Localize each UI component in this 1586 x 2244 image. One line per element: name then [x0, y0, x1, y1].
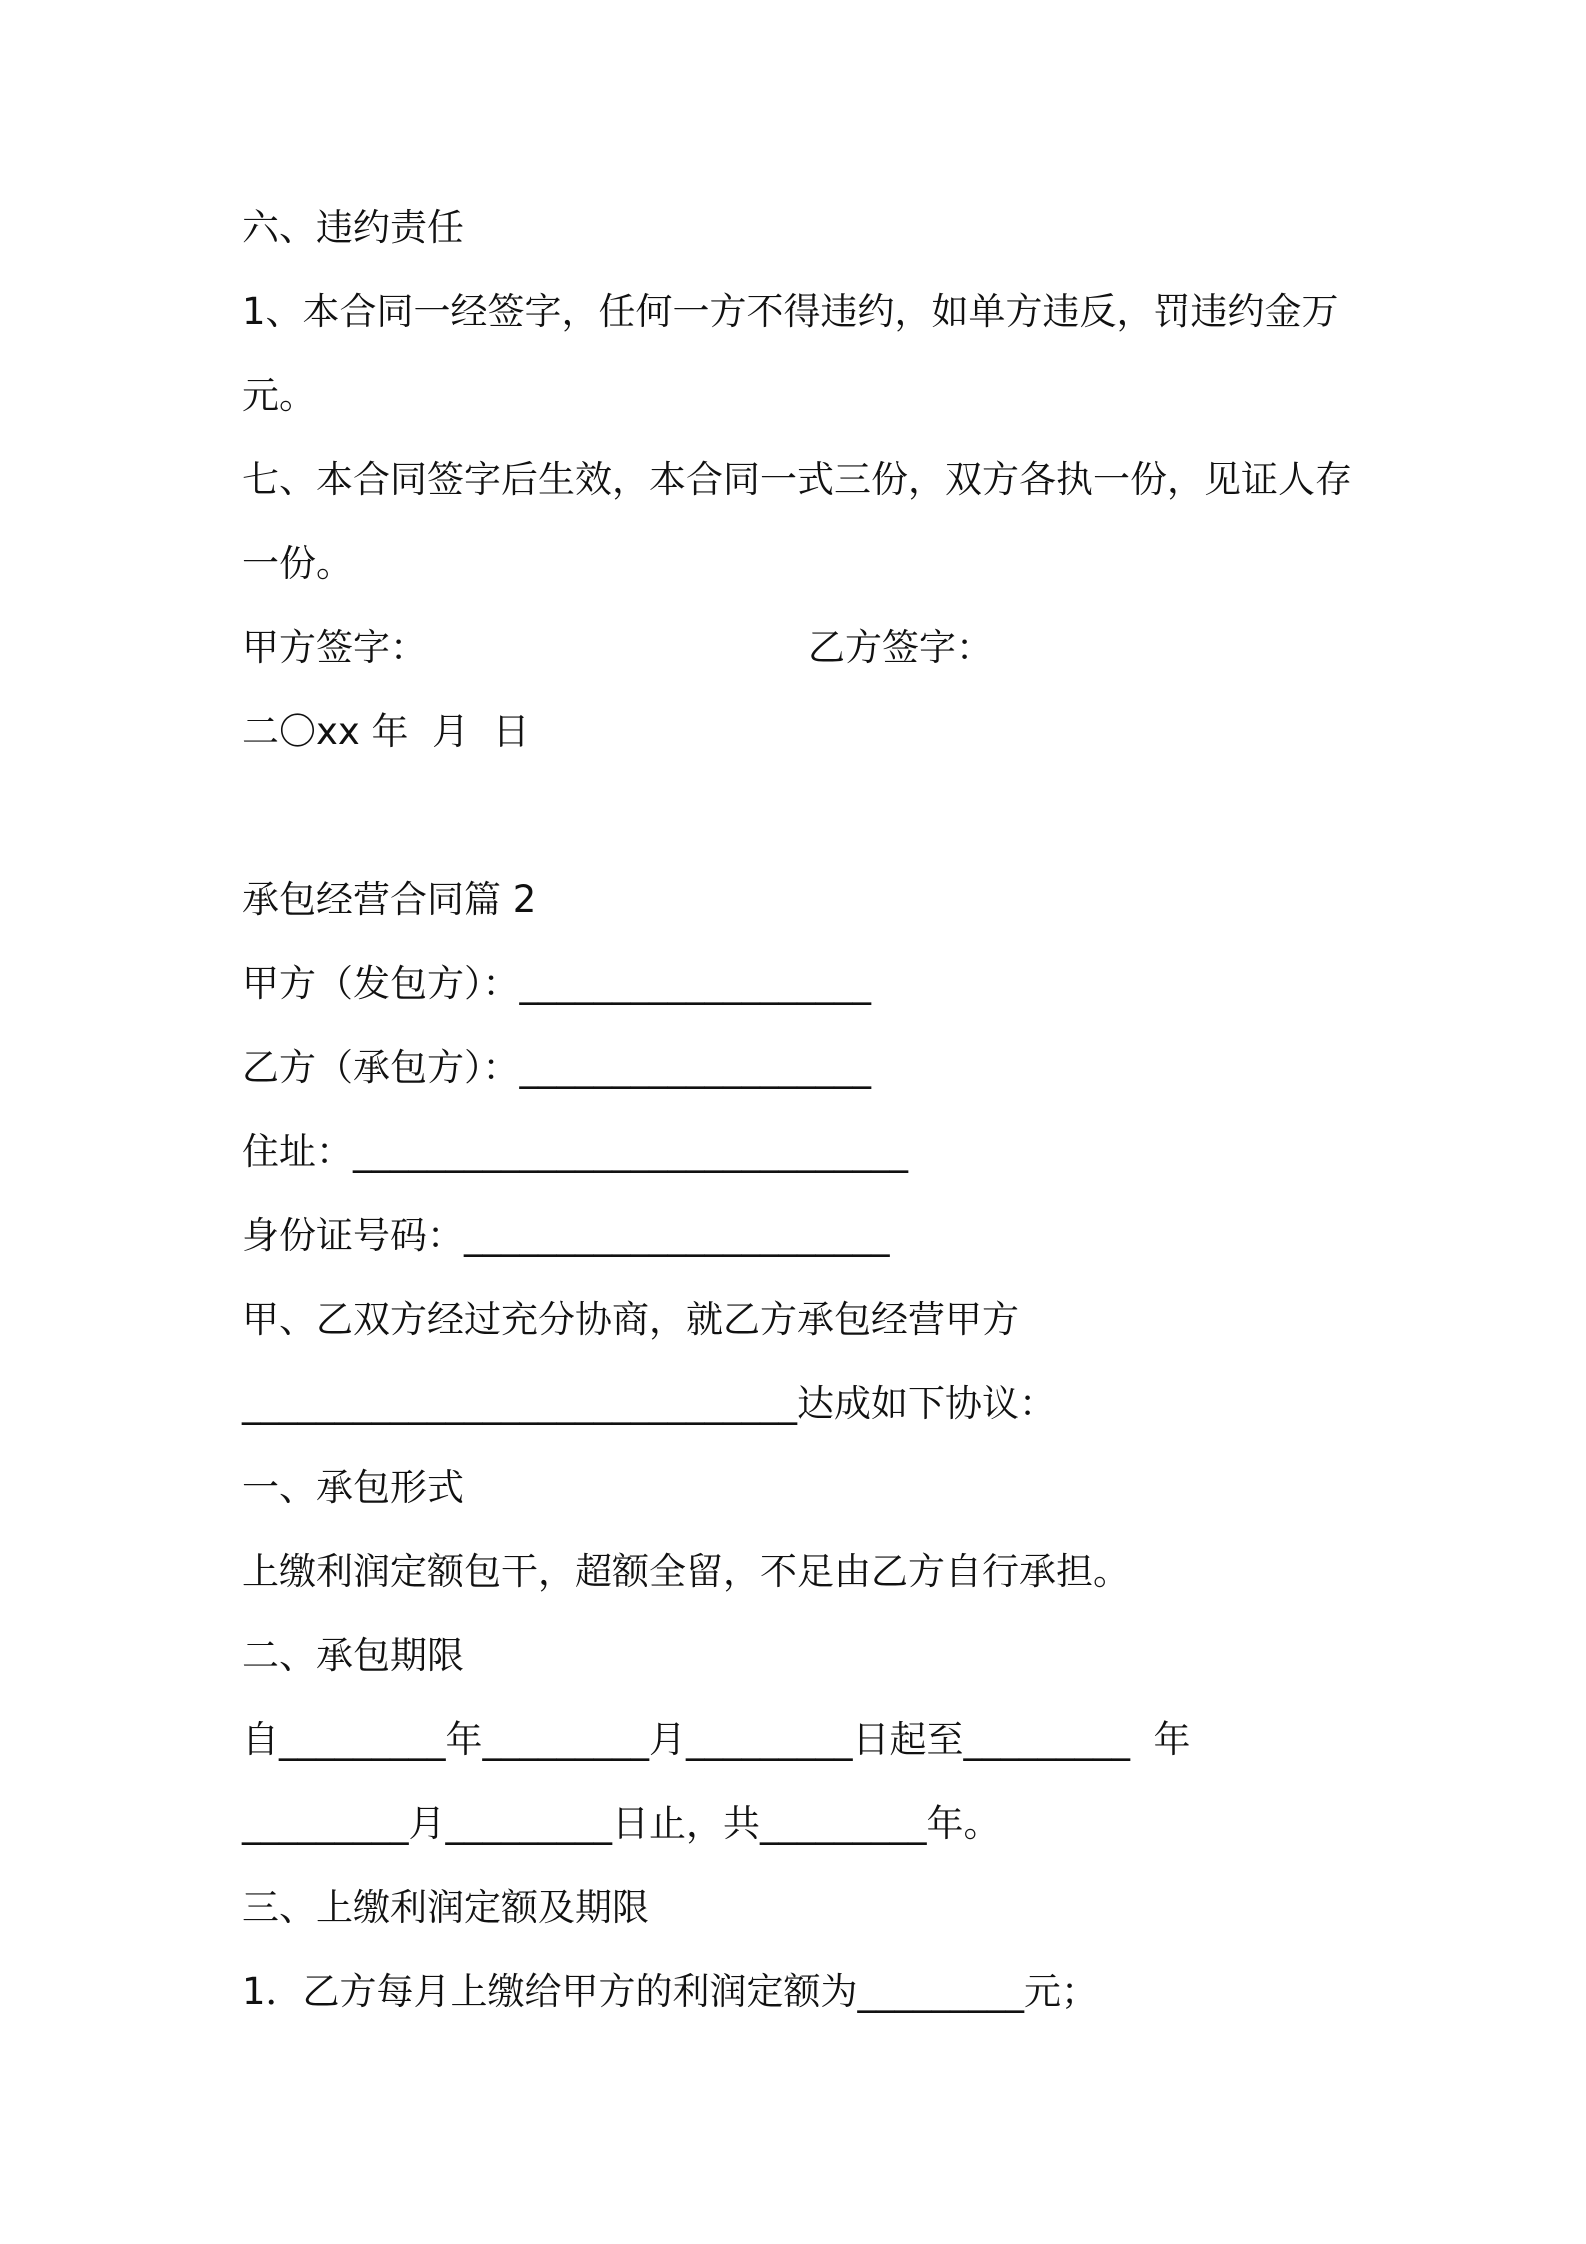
- party-a-signature-label: 甲方签字：: [242, 626, 427, 669]
- section6-item1-line2: 元。: [242, 374, 316, 417]
- contract2-section1-heading: 一、承包形式: [242, 1466, 464, 1509]
- contract2-intro-line1: 甲、乙双方经过充分协商，就乙方承包经营甲方: [242, 1298, 1019, 1341]
- contract2-section2-heading: 二、承包期限: [242, 1634, 464, 1677]
- contract2-id-number: 身份证号码：_______________________: [242, 1214, 890, 1257]
- contract2-section3-heading: 三、上缴利润定额及期限: [242, 1886, 649, 1929]
- contract2-title: 承包经营合同篇 2: [242, 878, 537, 921]
- contract2-section1-body: 上缴利润定额包干，超额全留，不足由乙方自行承担。: [242, 1550, 1130, 1593]
- contract2-address: 住址：______________________________: [242, 1130, 908, 1173]
- contract2-section2-line1: 自_________年_________月_________日起至_________ 年: [242, 1718, 1191, 1761]
- contract2-party-a: 甲方（发包方）：___________________: [242, 962, 871, 1005]
- section6-heading: 六、违约责任: [242, 206, 464, 249]
- contract2-intro-line2: ______________________________达成如下协议：: [242, 1382, 1056, 1425]
- contract2-party-b: 乙方（承包方）：___________________: [242, 1046, 871, 1089]
- contract2-section3-item1: 1．乙方每月上缴给甲方的利润定额为_________元；: [242, 1970, 1099, 2013]
- date-line: 二〇xx 年 月 日: [242, 710, 530, 753]
- contract2-section2-line2: _________月_________日止，共_________年。: [242, 1802, 1001, 1845]
- section6-item1-line1: 1、本合同一经签字，任何一方不得违约，如单方违反，罚违约金万: [242, 290, 1339, 333]
- section7-line1: 七、本合同签字后生效，本合同一式三份，双方各执一份，见证人存: [242, 458, 1352, 501]
- section7-line2: 一份。: [242, 542, 353, 585]
- party-b-signature-label: 乙方签字：: [808, 626, 993, 669]
